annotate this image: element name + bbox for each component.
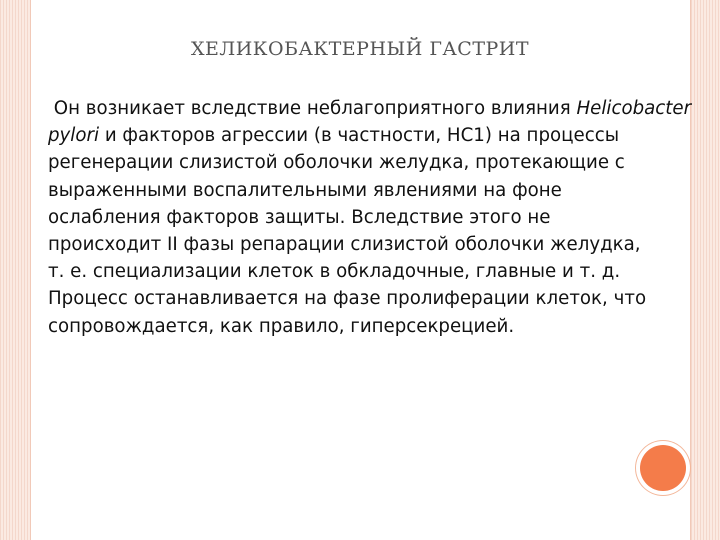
paragraph-text-before-italic: Он возникает вследствие неблагоприятного влияния: [48, 98, 577, 119]
paragraph-italic-term: Helicobacter pylori: [48, 98, 692, 147]
decorative-circle: [640, 445, 686, 491]
body-paragraph: [48, 95, 692, 340]
paragraph-text-after-italic: и факторов агрессии (в частности, НС1) на процессы регенерации слизистой оболочки желудка, протекающие с выраженными воспалительными явлениями на фоне ослабления факторов защиты. Вследствие этого не происходит II фазы репарации слизистой оболочки желудка, т. е. специализации клеток в обкладочные, главные и т. д. Процесс останавливается на фазе пролиферации клеток, что сопровождается, как правило, гиперсекрецией.: [48, 125, 647, 337]
left-decorative-border: [0, 0, 31, 540]
slide-title: ХЕЛИКОБАКТЕРНЫЙ ГАСТРИТ: [190, 38, 530, 60]
right-decorative-border: [690, 0, 720, 540]
